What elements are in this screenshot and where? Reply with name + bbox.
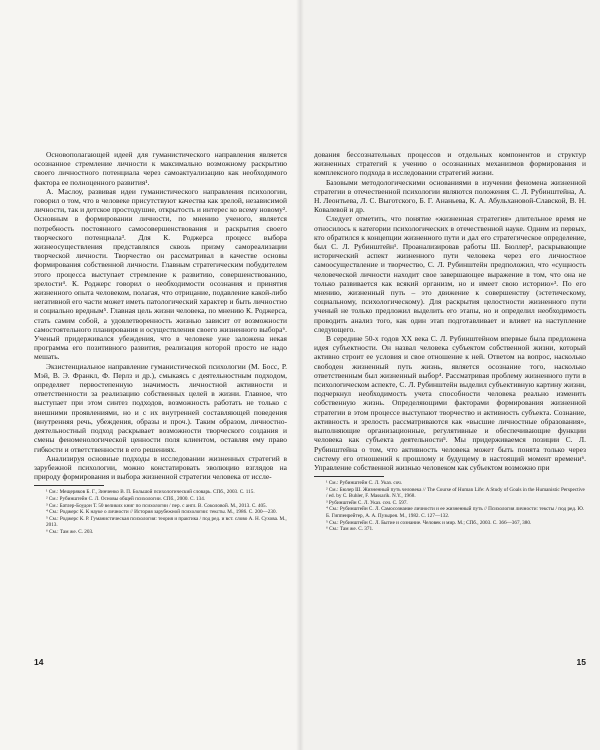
- footnotes: [34, 489, 287, 535]
- footnote: ⁵ См.: Рубинштейн С. Л. Бытие и сознание. Человек и мир. М.; СПб., 2003. С. 366—367, 380.: [326, 519, 532, 526]
- paragraph: Экзистенциальное направление гуманистической психологии (М. Босс, Р. Мэй, В. Э. Франкл, Ф. Перлз и др.), смыкаясь с деятельностным подходом, определяет первостепенную значимость личностной активности и ответственности за реализацию собственных целей в жизни. Главное, что выступает при этом синтез подходов, возможность работать не только с внешними проявлениями, но и с их внутренней составляющей поведения (внутренняя речь, убеждения, образы и проч.). Таким образом, личностно-деятельностный подход раскрывает возможности творческого создания и смены феноменологической ценности поля клиентом, оставляя ему право гибкости и ответственности в его решениях.: [34, 361, 287, 454]
- footnote: ¹ См.: Рубинштейн С. Л. Указ. соч.: [326, 480, 403, 487]
- footnote: ¹ См.: Мещеряков Б. Г., Зинченко В. П. Большой психологический словарь. СПб., 2003. С. 115.: [46, 489, 255, 496]
- footnotes: [314, 480, 586, 533]
- footnote: ³ Рубинштейн С. Л. Указ. соч. С. 597.: [326, 499, 408, 506]
- footnote-divider: [34, 485, 104, 486]
- footnote: ⁴ См.: Роджерс К. К науке о личности // История зарубежной психологии: тексты. М., 1986. С. 200—230.: [46, 509, 277, 516]
- footnote: ⁴ См.: Рубинштейн С. Л. Самосознание личности и ее жизненный путь // Психология личности: тексты / под ред. Ю. Б. Гиппенрейтер, А. А. Пузырея. М., 1982. С. 127—132.: [326, 506, 585, 520]
- left-body: [34, 150, 287, 481]
- paragraph: Следует отметить, что понятие «жизненная стратегия» длительное время не относилось к категории психологических в отечественной науке. Одним из первых, кто обратился к концепции жизненного пути и дал его стратегическое определение, был С. Л. Рубинштейн¹. Проанализировав работы Ш. Бюллер², раскрывающие исторический аспект жизненного пути человека через его личностное самоосуществление и творчество, С. Л. Рубинштейн предположил, что «сущность человеческой личности находит свое завершающее выражение в том, что она не только развивается как всякий организм, но и имеет свою историю»³. По его мнению, жизненный путь – это движение к совершенству (эстетическому, социальному, психологическому). Для раскрытия целостности жизненного пути ученый не только предложил выделить его этапы, но и определил необходимость проводить анализ того, как один этап подготавливает и влияет на наступление следующего.: [314, 214, 586, 334]
- footnote: ⁵ См.: Роджерс К. Р. Гуманистическая психология: теория и практика / под ред. и вст. слово А. Н. Сухова. М., 2013.: [46, 515, 287, 529]
- paragraph: Анализируя основные подходы в исследовании жизненных стратегий в зарубежной психологии, можно констатировать эволюцию взглядов на природу формирования и выбора жизненной стратегии человека от иссле-: [34, 453, 287, 482]
- paragraph: Базовыми методологическими основаниями в изучении феномена жизненной стратегии в отечественной психологии являются положения С. Л. Рубинштейна, А. Н. Леонтьева, Л. С. Выготского, Б. Г. Ананьева, К. А. Абульхановой-Славской, В. Н. Ковалевой и др.: [314, 177, 586, 215]
- paragraph: А. Маслоу, развивая идеи гуманистического направления психологии, говорил о том, что в человеке присутствуют качества как зрелой, независимой личности, так и детское простодушие, открытость и интерес ко всему новому². Основным в формировании личности, по мнению ученого, является потребность постоянного самосовершенствования и раскрытия своего творческого потенциала³. Для К. Роджерса процесс выбора жизнеосуществления представлялся сквозь призму самореализации творческой личности. Творчество он рассматривал в качестве основы формирования собственной личности. Главным стратегическим побудителем этого процесса выступает стремление к развитию, совершенствованию, зрелости⁴. К. Роджерс говорил о необходимости осознания и принятия жизненного опыта человеком, полагая, что отрицание, подавление какой-либо негативной его части может иметь патологический характер и быть личностно и социально вредным⁵. Главная цель жизни человека, по мнению К. Роджерса, стать самим собой, а удовлетворенность жизнью зависит от возможности самостоятельного планирования и осуществления своего жизненного выбора⁶. Ученый придерживался убеждения, что в человеке уже заложена некая программа его позитивного развития, реализация которой просто не надо мешать.: [34, 186, 287, 362]
- right-page: [300, 0, 600, 750]
- book-gutter: [296, 0, 304, 750]
- footnote-divider: [314, 476, 384, 477]
- page-number: 15: [576, 657, 586, 667]
- page-number: 14: [34, 657, 44, 667]
- footnote: ⁶ См.: Там же. С. 371.: [326, 526, 374, 533]
- paragraph: В середине 50-х годов XX века С. Л. Рубинштейном впервые была предложена идея субъектности. Он назвал человека субъектом собственной жизни, который активно строит ее условия и свое отношение к ней. Ответом на вопрос, насколько свободен жизненный путь жизнь, является осознание того, насколько ответственным был жизненный выбор⁴. Рассматривая проблему жизненного пути в психологическом аспекте, С. Л. Рубинштейн выделил субъективную картину жизни, подчеркнул необходимость учета способности человека реально изменить собственную жизнь. Определяющими факторами формирования жизненной стратегии в этом процессе выступают творчество и активность субъекта. Сознание, активность и зрелость рассматриваются как «высшие личностные образования», выполняющие организационные, регулятивные и обеспечивающие функции человека как субъекта деятельности⁵. Мы придерживаемся позиции С. Л. Рубинштейна о том, что активность человека может быть понята только через систему его отношений к прошлому и будущему в настоящий момент времени⁶. Управление собственной жизнью человеком как субъектом возможно при: [314, 334, 586, 472]
- footnote: ⁶ См.: Там же. С. 203.: [46, 528, 94, 535]
- right-body: [314, 150, 586, 472]
- paragraph: дования бессознательных процессов и отдельных компонентов и структур жизненных стратегий к учению о осознанных механизмов формирования и комплексного подхода в исследовании стратегий жизни.: [314, 150, 586, 178]
- footnote: ³ См.: Батлер-Боудон Т. 50 великих книг по психологии / пер. с англ. В. Соколовой. М., 2013. С. 405.: [46, 502, 267, 509]
- paragraph: Основополагающей идеей для гуманистического направления является осознанное стремление личности к максимально возможному раскрытию своего личностного потенциала через самоактуализацию как необходимого фактора ее полноценного развития¹.: [34, 150, 287, 187]
- footnote: ² См.: Бюлер Ш. Жизненный путь человека // The Course of Human Life: A Study of Goals in the Humanistic Perspective / ed. by C. Buhler, F. Massarik. N.Y., 1968.: [326, 486, 585, 500]
- footnote: ² См.: Рубинштейн С. Л. Основы общей психологии. СПб., 2000. С. 134.: [46, 495, 206, 502]
